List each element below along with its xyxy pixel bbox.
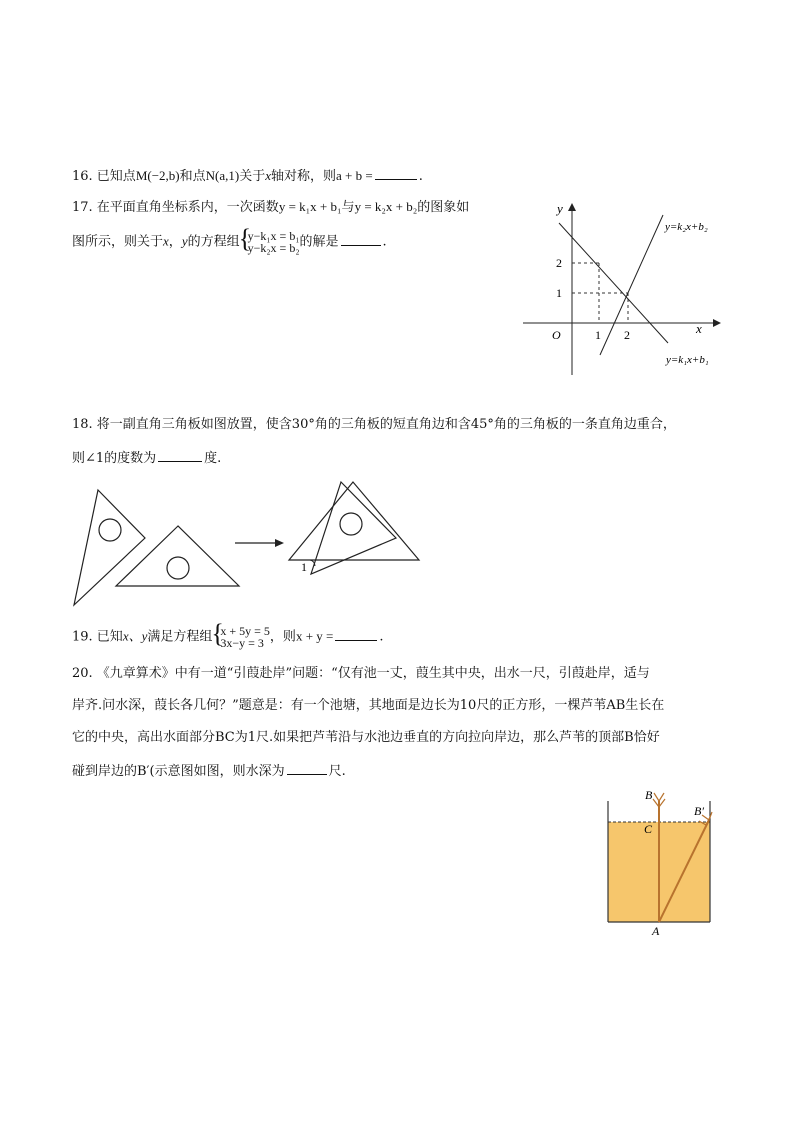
- point-m: M(−2,b): [135, 168, 180, 183]
- coordinate-graph: [515, 195, 730, 380]
- function-2: y = k₂x + b₂: [354, 199, 418, 214]
- label-c: C: [644, 822, 653, 836]
- function-1: y = k₁x + b₁: [278, 199, 342, 214]
- tick-x1: 1: [595, 328, 601, 342]
- q20-line3: 它的中央，高出水面部分BC为1尺.如果把芦苇沿与水池边垂直的方向拉向岸边，那么芦苇的顶部B恰好: [72, 730, 660, 745]
- x-axis-arrow: [713, 319, 721, 327]
- question-17-line2: [72, 230, 387, 254]
- answer-blank[interactable]: [158, 447, 202, 462]
- line-k2-label: y=k₂x+b₂: [665, 221, 708, 233]
- q19-end: .: [379, 629, 384, 645]
- combined-hole: [340, 513, 362, 535]
- q17-line1-a: 17. 在平面直角坐标系内，一次函数: [72, 200, 279, 215]
- q17-comma: ，: [168, 234, 182, 250]
- q16-expr: a + b =: [336, 168, 373, 183]
- q16-about: 关于: [239, 169, 266, 184]
- question-16: [72, 165, 423, 187]
- q20-line4-b: 尺.: [328, 764, 346, 779]
- question-19: [72, 625, 384, 649]
- tick-x2: 2: [624, 328, 630, 342]
- y-axis-label: y: [557, 201, 563, 216]
- answer-blank[interactable]: [341, 231, 381, 246]
- q18-line2-b: 度.: [204, 451, 222, 466]
- q17-line1-b: 的图象如: [417, 200, 470, 215]
- answer-blank[interactable]: [375, 165, 417, 180]
- label-b: B: [645, 788, 653, 802]
- q16-prefix: 16. 已知点: [72, 169, 136, 184]
- q19-expr: x + y =: [295, 628, 334, 644]
- q18-line2-a: 则∠1的度数为: [72, 451, 157, 466]
- equation-2: y−k₂x = b₂: [247, 241, 300, 255]
- angle-1-label: 1: [301, 560, 307, 574]
- q17-var-x: x: [163, 233, 169, 249]
- equation-1: { x + 5y = 5: [220, 624, 270, 638]
- q18-line1: 18. 将一副直角三角板如图放置，使含30°角的三角板的短直角边和含45°角的三角板的一条直角边重合，: [72, 417, 676, 432]
- triangle-45-hole: [167, 557, 189, 579]
- q16-and: 和点: [179, 169, 206, 184]
- pond-figure: [596, 785, 726, 940]
- q17-line2-a: 图所示，则关于: [72, 234, 164, 250]
- q17-end: .: [382, 234, 387, 250]
- y-axis-arrow: [568, 203, 576, 211]
- point-n: N(a,1): [205, 168, 240, 183]
- q19-mid: 满足方程组: [147, 629, 213, 645]
- question-20-line1: [72, 664, 650, 684]
- answer-blank[interactable]: [287, 760, 327, 775]
- combined-triangle-45: [289, 482, 419, 560]
- line-k2: [600, 215, 663, 355]
- arrow-head: [275, 539, 284, 547]
- tick-y1: 1: [556, 286, 562, 300]
- q16-sym: 轴对称，则: [271, 169, 337, 184]
- triangle-30: [74, 490, 145, 605]
- equation-system: [240, 230, 300, 254]
- question-18-line1: [72, 415, 676, 435]
- origin-label: O: [552, 328, 561, 342]
- equation-1: { y−k₁x = b₁: [247, 229, 300, 243]
- triangle-figure: [65, 478, 430, 613]
- tick-y2: 2: [556, 256, 562, 270]
- question-20-line4: [72, 760, 346, 782]
- triangle-45: [116, 526, 239, 586]
- question-17-line1: [72, 197, 469, 218]
- question-20-line3: [72, 728, 660, 748]
- q20-line2: 岸齐.问水深，葭长各几何？”题意是：有一个池塘，其地面是边长为10尺的正方形，一棵芦苇AB生长在: [72, 698, 665, 713]
- q20-line1: 20. 《九章算术》中有一道“引葭赴岸”问题：“仅有池一丈，葭生其中央，出水一尺，引葭赴岸，适与: [72, 666, 650, 681]
- triangle-30-hole: [99, 519, 121, 541]
- x-axis-label: x: [696, 321, 702, 336]
- question-20-line2: [72, 696, 664, 716]
- label-a: A: [652, 924, 660, 938]
- q17-with: 与: [341, 200, 355, 215]
- q19-vars: x、y: [122, 628, 148, 644]
- q16-end: .: [418, 169, 423, 184]
- equation-system: [212, 625, 270, 649]
- line-k1-label: y=k₁x+b₁: [666, 354, 709, 366]
- question-18-line2: [72, 447, 221, 469]
- q17-var-y: y: [181, 233, 188, 249]
- equation-2: 3x−y = 3: [220, 636, 264, 650]
- q16-axis: x: [265, 168, 272, 183]
- label-b-prime: B′: [694, 804, 704, 818]
- q19-prefix: 19. 已知: [72, 629, 123, 645]
- q17-line2-b: 的方程组: [187, 234, 240, 250]
- q17-line2-c: 的解是: [299, 234, 339, 250]
- q20-line4-a: 碰到岸边的B′(示意图如图，则水深为: [72, 764, 285, 779]
- answer-blank[interactable]: [335, 626, 377, 641]
- q19-then: ，则: [269, 629, 296, 645]
